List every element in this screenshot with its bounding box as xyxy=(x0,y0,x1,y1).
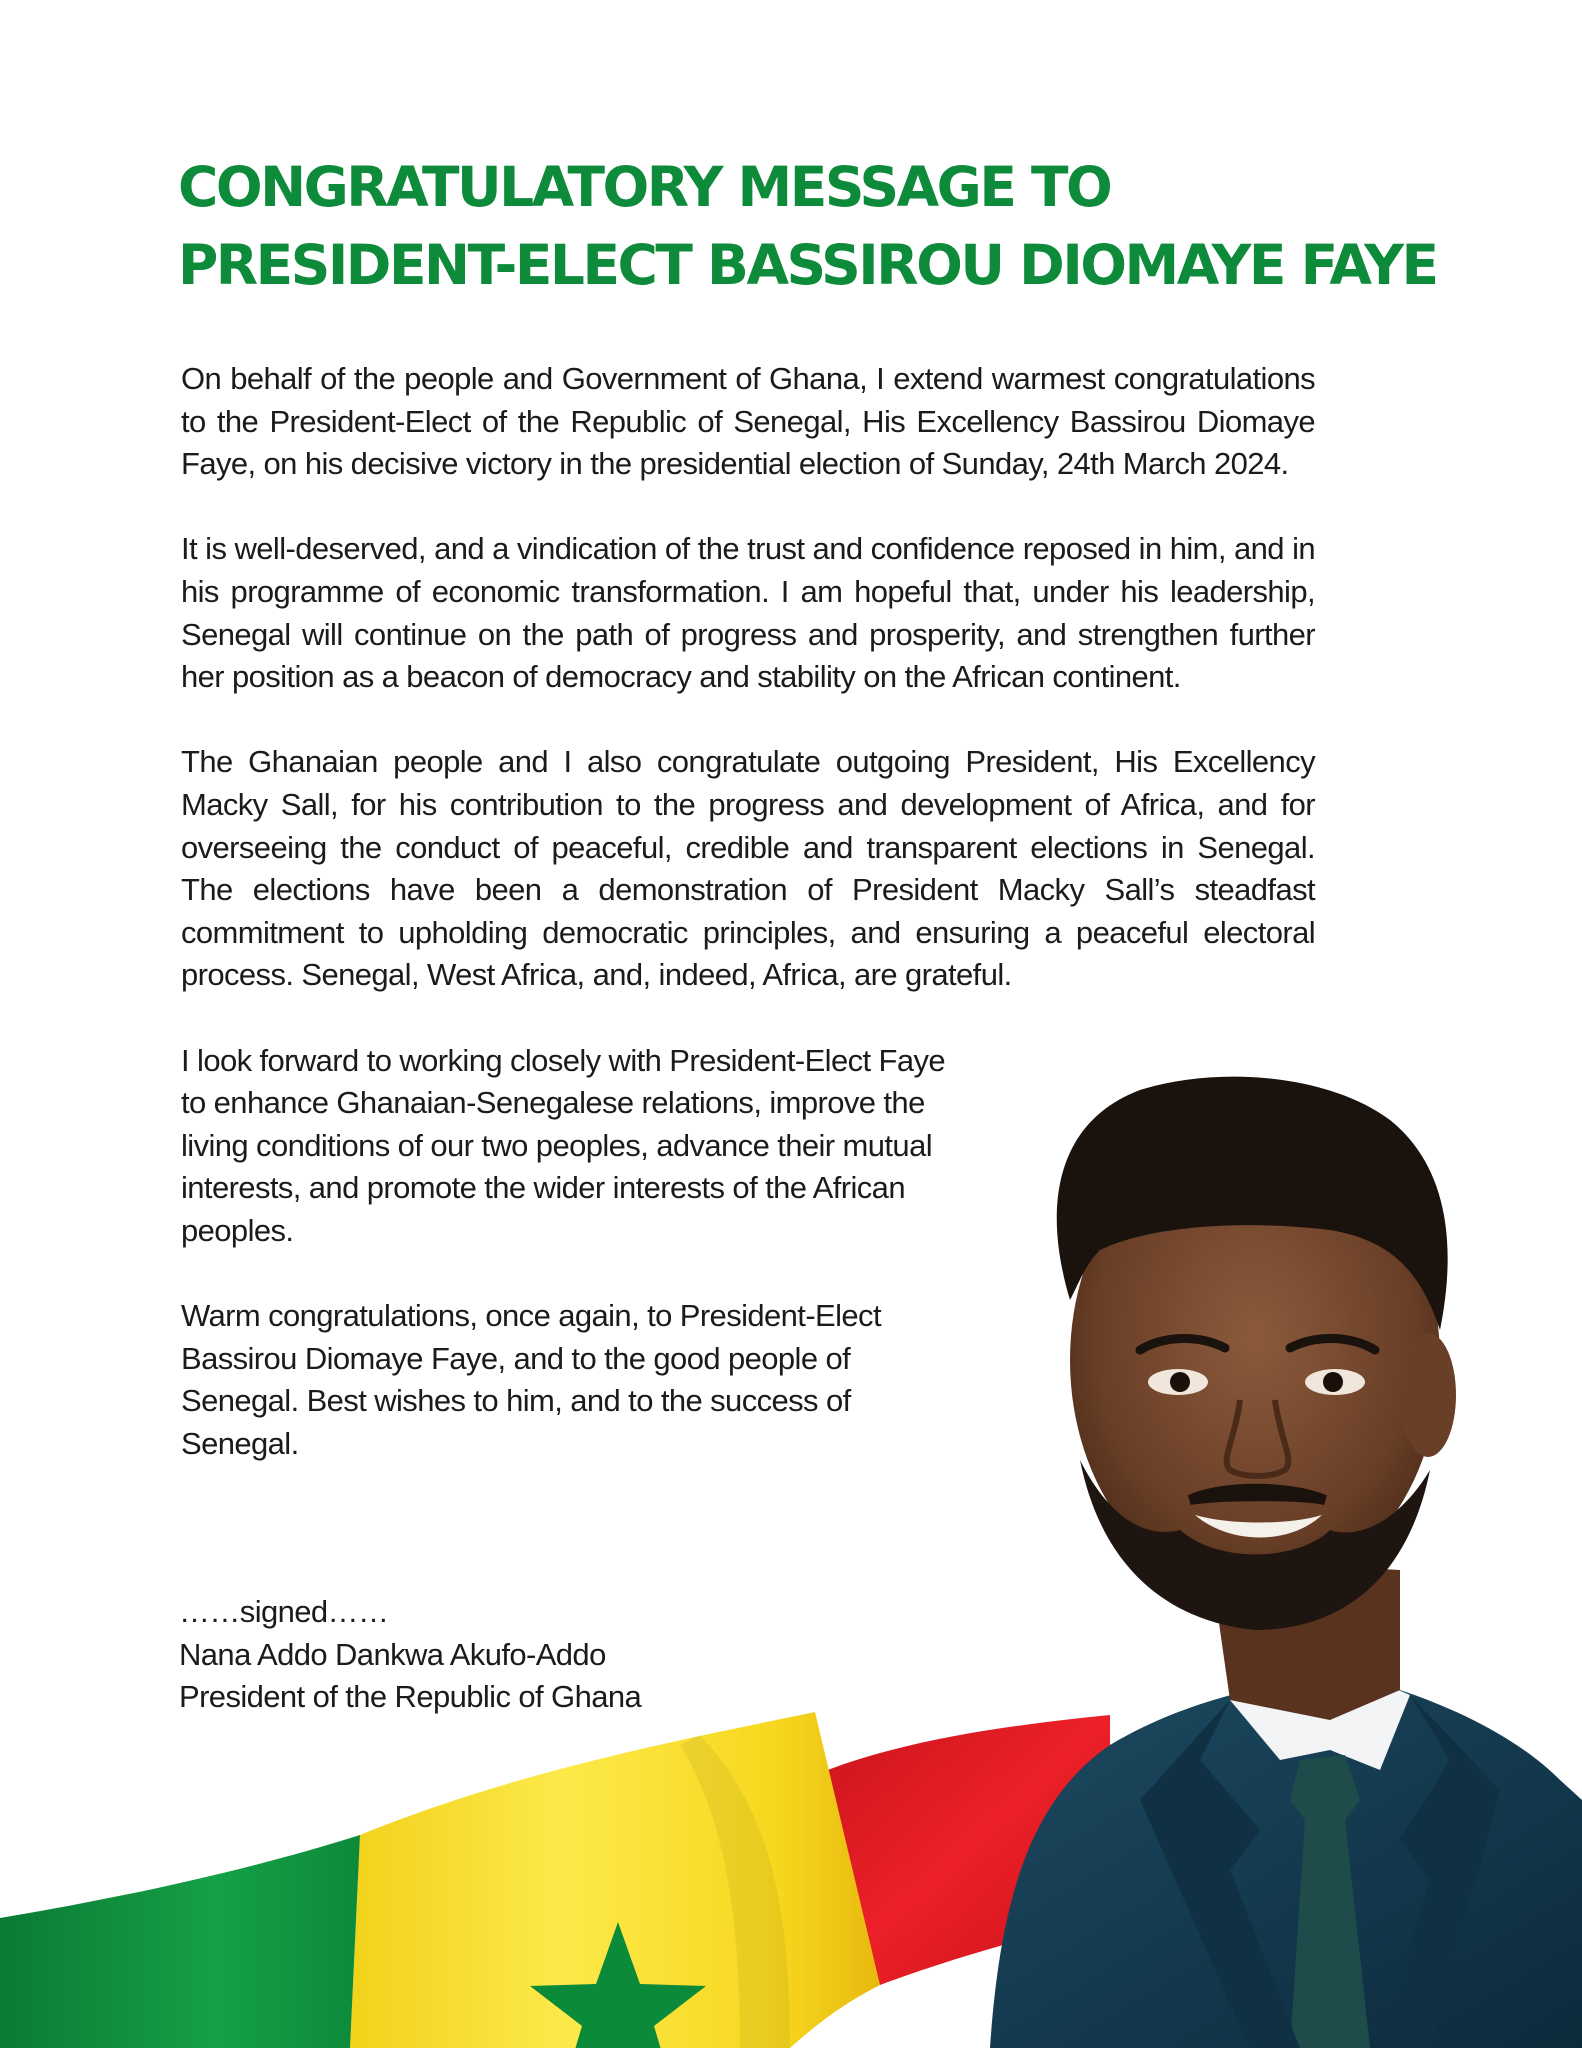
paragraph-outgoing-president: The Ghanaian people and I also congratulate outgoing President, His Excellency Macky Sall, for his contribution to the progress and development of Africa, and for overseeing the conduct of peaceful, credible and transparent elections in Senegal. The elections have been a demonstration of President Macky Sall’s steadfast commitment to upholding democratic principles, and ensuring a peaceful electoral process. Senegal, West Africa, and, indeed, Africa, are grateful. xyxy=(181,744,1315,993)
paragraph-vindication: It is well-deserved, and a vindication of the trust and confidence reposed in him, and in his programme of economic transformation. I am hopeful that, under his leadership, Senegal will continue on the path of progress and prosperity, and strengthen further her position as a beacon of democracy and stability on the African continent. xyxy=(181,531,1315,695)
title-line-1: CONGRATULATORY MESSAGE TO xyxy=(178,155,1111,219)
senegal-flag-illustration xyxy=(0,1712,1110,2048)
paragraph-warm-congratulations: Warm congratulations, once again, to President-Elect Bassirou Diomaye Faye, and to the good people of Senegal. Best wishes to him, and to the success of Senegal. xyxy=(181,1298,881,1461)
president-elect-portrait-illustration xyxy=(990,1077,1582,2048)
signatory-name: Nana Addo Dankwa Akufo-Addo xyxy=(179,1636,606,1672)
signed-line: ……signed…… xyxy=(179,1594,389,1629)
paragraph-working-closely: I look forward to working closely with President-Elect Faye to enhance Ghanaian-Senegalese relations, improve the living conditions of our two peoples, advance their mutual interests, and promote the wider interests of the African peoples. xyxy=(181,1042,946,1248)
signatory-role: President of the Republic of Ghana xyxy=(179,1679,642,1715)
paragraph-greeting: On behalf of the people and Government of Ghana, I extend warmest congratulations to the President-Elect of the Republic of Senegal, His Excellency Bassirou Diomaye Faye, on his decisive victory in the presidential election of Sunday, 24th March 2024. xyxy=(181,361,1315,482)
title-line-2: PRESIDENT-ELECT BASSIROU DIOMAYE FAYE xyxy=(178,233,1437,297)
